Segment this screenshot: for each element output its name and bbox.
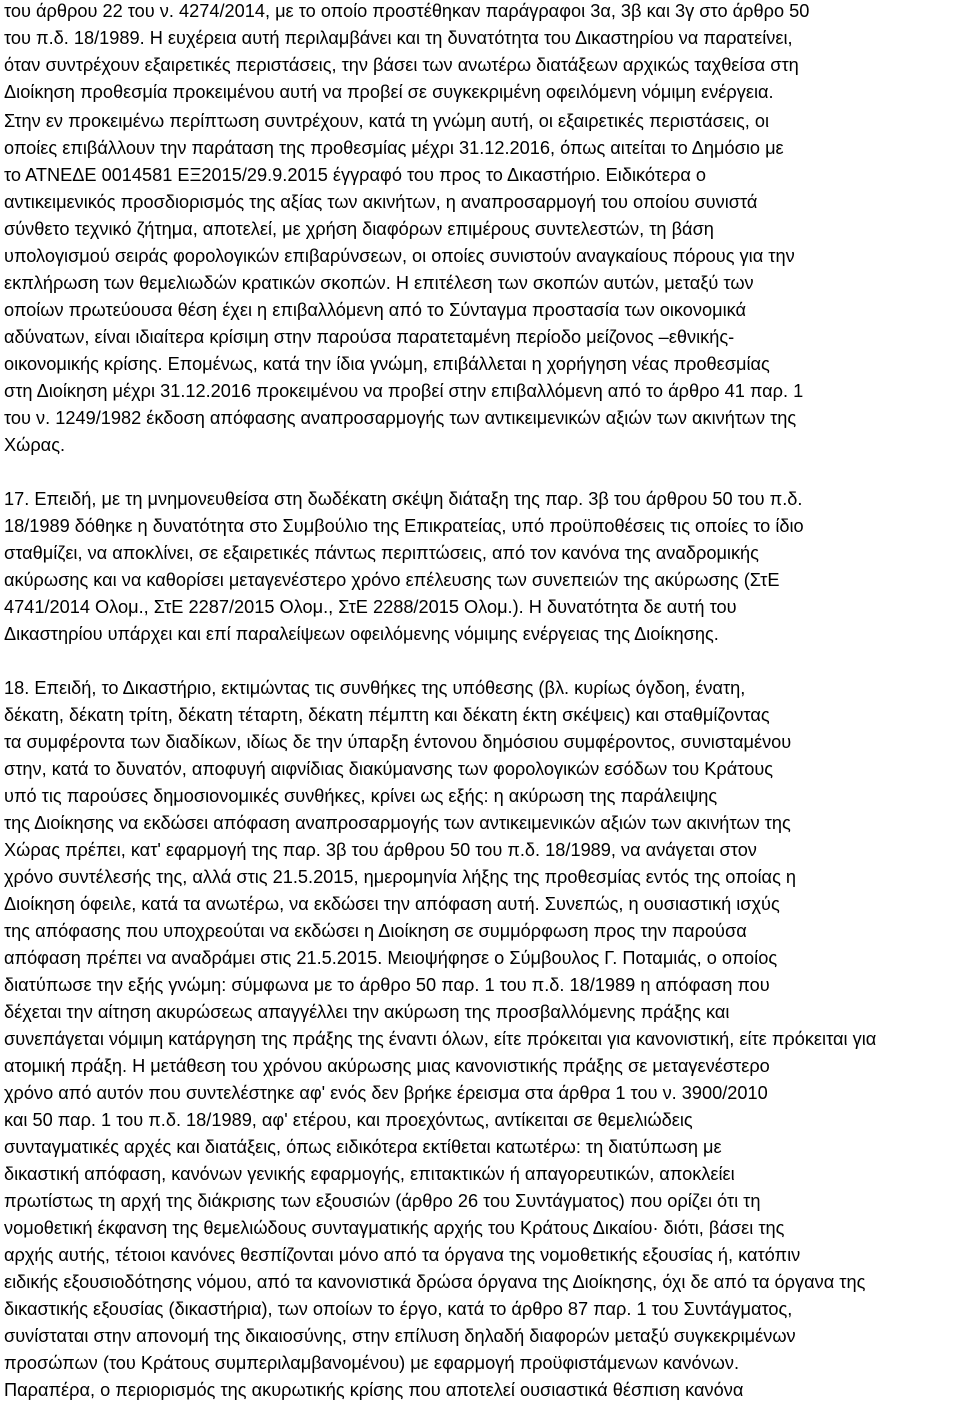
text-line: στη Διοίκηση μέχρι 31.12.2016 προκειμένου να προβεί στην επιβαλλόμενη από το άρθρο 41 παρ. 1 <box>4 381 804 401</box>
text-line: Παραπέρα, ο περιορισμός της ακυρωτικής κρίσης που αποτελεί ουσιαστικά θέσπιση κανόνα <box>4 1380 744 1400</box>
text-line: Διοίκηση προθεσμία προκειμένου αυτή να προβεί σε συγκεκριμένη οφειλόμενη νόμιμη ενέργεια. <box>4 82 774 102</box>
text-line: σταθμίζει, να αποκλίνει, σε εξαιρετικές πάντως περιπτώσεις, από τον κανόνα της αναδρομικής <box>4 543 759 563</box>
text-line: το ΑΤΝΕΔΕ 0014581 ΕΞ2015/29.9.2015 έγγραφό του προς το Δικαστήριο. Ειδικότερα ο <box>4 165 707 185</box>
text-line: ατομική πράξη. Η μετάθεση του χρόνου ακύρωσης μιας κανονιστικής πράξης σε μεταγενέστερο <box>4 1056 770 1076</box>
text-line: 18. Επειδή, το Δικαστήριο, εκτιμώντας τις συνθήκες της υπόθεσης (βλ. κυρίως όγδοη, ένατη, <box>4 678 746 698</box>
text-line: προσώπων (του Κράτους συμπεριλαμβανομένου) με εφαρμογή προϋφιστάμενων κανόνων. <box>4 1353 740 1373</box>
text-line: νομοθετική έκφανση της θεμελιώδους συνταγματικής αρχής του Κράτους Δικαίου· διότι, βάσει της <box>4 1218 785 1238</box>
text-line: Δικαστηρίου υπάρχει και επί παραλείψεων οφειλόμενης νόμιμης ενέργειας της Διοίκησης. <box>4 624 719 644</box>
text-line: 17. Επειδή, με τη μνημονευθείσα στη δωδέκατη σκέψη διάταξη της παρ. 3β του άρθρου 50 του π.δ. <box>4 489 803 509</box>
text-line: διατύπωσε την εξής γνώμη: σύμφωνα με το άρθρο 50 παρ. 1 του π.δ. 18/1989 η απόφαση που <box>4 975 770 995</box>
text-line: αρχής αυτής, τέτοιοι κανόνες θεσπίζονται μόνο από τα όργανα της νομοθετικής εξουσίας ή, κατόπιν <box>4 1245 801 1265</box>
text-line: δικαστική απόφαση, κανόνων γενικής εφαρμογής, επιτακτικών ή απαγορευτικών, αποκλείει <box>4 1164 735 1184</box>
text-line: αδύνατων, είναι ιδιαίτερα κρίσιμη στην παρούσα παρατεταμένη περίοδο μείζονος –εθνικής- <box>4 327 735 347</box>
text-line: στην, κατά το δυνατόν, αποφυγή αιφνίδιας διακύμανσης των φορολογικών εσόδων του Κράτους <box>4 759 774 779</box>
text-line: δέχεται την αίτηση ακυρώσεως απαγγέλλει την ακύρωση της προσβαλλόμενης πράξης και <box>4 1002 730 1022</box>
text-line: χρόνο από αυτόν που συντελέστηκε αφ' ενός δεν βρήκε έρεισμα στα άρθρα 1 του ν. 3900/2010 <box>4 1083 768 1103</box>
text-line: συνταγματικές αρχές και διατάξεις, όπως ειδικότερα εκτίθεται κατωτέρω: τη διατύπωση με <box>4 1137 722 1157</box>
text-line: Στην εν προκειμένω περίπτωση συντρέχουν, κατά τη γνώμη αυτή, οι εξαιρετικές περιστάσεις, οι <box>4 111 770 131</box>
text-line: δέκατη, δέκατη τρίτη, δέκατη τέταρτη, δέκατη πέμπτη και δέκατη έκτη σκέψεις) και σταθμίζοντας <box>4 705 770 725</box>
text-line: υπό τις παρούσες δημοσιονομικές συνθήκες, κρίνει ως εξής: η ακύρωση της παράλειψης <box>4 786 718 806</box>
text-line: Διοίκηση όφειλε, κατά τα ανωτέρω, να εκδώσει την απόφαση αυτή. Συνεπώς, η ουσιαστική ισχύς <box>4 894 780 914</box>
text-line: δικαστικής εξουσίας (δικαστήρια), των οποίων το έργο, κατά το άρθρο 87 παρ. 1 του Συντάγματος, <box>4 1299 793 1319</box>
text-line: Χώρας πρέπει, κατ' εφαρμογή της παρ. 3β του άρθρου 50 του π.δ. 18/1989, να ανάγεται στον <box>4 840 757 860</box>
text-line: υπολογισμού σειράς φορολογικών επιβαρύνσεων, οι οποίες συνιστούν αναγκαίους πόρους για την <box>4 246 795 266</box>
text-line: ειδικής εξουσιοδότησης νόμου, από τα κανονιστικά δρώσα όργανα της Διοίκησης, όχι δε από τα όργανα της <box>4 1272 866 1292</box>
text-line: οποίες επιβάλλουν την παράταση της προθεσμίας μέχρι 31.12.2016, όπως αιτείται το Δημόσιο με <box>4 138 784 158</box>
text-line: απόφαση πρέπει να αναδράμει στις 21.5.2015. Μειοψήφησε ο Σύμβουλος Γ. Ποταμιάς, ο οποίος <box>4 948 778 968</box>
text-line: συνίσταται στην απονομή της δικαιοσύνης, στην επίλυση δηλαδή διαφορών μεταξύ συγκεκριμένων <box>4 1326 796 1346</box>
text-line: και 50 παρ. 1 του π.δ. 18/1989, αφ' ετέρου, και προεχόντως, αντίκειται σε θεμελιώδεις <box>4 1110 693 1130</box>
text-line: οικονομικής κρίσης. Επομένως, κατά την ίδια γνώμη, επιβάλλεται η χορήγηση νέας προθεσμίας <box>4 354 770 374</box>
text-line: συνεπάγεται νόμιμη κατάργηση της πράξης της έναντι όλων, είτε πρόκειται για κανονιστική, είτε πρόκειται για <box>4 1029 877 1049</box>
text-line: του π.δ. 18/1989. Η ευχέρεια αυτή περιλαμβάνει και τη δυνατότητα του Δικαστηρίου να παρατείνει, <box>4 28 793 48</box>
text-line: Χώρας. <box>4 435 66 455</box>
text-line: όταν συντρέχουν εξαιρετικές περιστάσεις, την βάσει των ανωτέρω διατάξεων αρχικώς ταχθείσα στη <box>4 55 799 75</box>
text-line: της απόφασης που υποχρεούται να εκδώσει η Διοίκηση σε συμμόρφωση προς την παρούσα <box>4 921 747 941</box>
text-line: ακύρωσης και να καθορίσει μεταγενέστερο χρόνο επέλευσης των συνεπειών της ακύρωσης (ΣτΕ <box>4 570 780 590</box>
text-line: χρόνο συντέλεσής της, αλλά στις 21.5.2015, ημερομηνία λήξης της προθεσμίας εντός της οποίας η <box>4 867 796 887</box>
text-line: τα συμφέροντα των διαδίκων, ιδίως δε την ύπαρξη έντονου δημόσιου συμφέροντος, συνισταμένου <box>4 732 792 752</box>
text-line: του άρθρου 22 του ν. 4274/2014, με το οποίο προστέθηκαν παράγραφοι 3α, 3β και 3γ στο άρθρο 50 <box>4 1 810 21</box>
text-line: 18/1989 δόθηκε η δυνατότητα στο Συμβούλιο της Επικρατείας, υπό προϋποθέσεις τις οποίες το ίδιο <box>4 516 804 536</box>
text-line: σύνθετο τεχνικό ζήτημα, αποτελεί, με χρήση διαφόρων επιμέρους συντελεστών, τη βάση <box>4 219 714 239</box>
text-line: του ν. 1249/1982 έκδοση απόφασης αναπροσαρμογής των αντικειμενικών αξιών των ακινήτων της <box>4 408 797 428</box>
text-line: πρωτίστως τη αρχή της διάκρισης των εξουσιών (άρθρο 26 του Συντάγματος) που ορίζει ότι τη <box>4 1191 761 1211</box>
text-line: οποίων πρωτεύουσα θέση έχει η επιβαλλόμενη από το Σύνταγμα προστασία των οικονομικά <box>4 300 747 320</box>
text-line: 4741/2014 Ολομ., ΣτΕ 2287/2015 Ολομ., ΣτΕ 2288/2015 Ολομ.). Η δυνατότητα δε αυτή του <box>4 597 737 617</box>
text-line: της Διοίκησης να εκδώσει απόφαση αναπροσαρμογής των αντικειμενικών αξιών των ακινήτων της <box>4 813 791 833</box>
text-line: αντικειμενικός προσδιορισμός της αξίας των ακινήτων, η αναπροσαρμογή του οποίου συνιστά <box>4 192 758 212</box>
text-line: εκπλήρωση των θεμελιωδών κρατικών σκοπών. Η επιτέλεση των σκοπών αυτών, μεταξύ των <box>4 273 754 293</box>
